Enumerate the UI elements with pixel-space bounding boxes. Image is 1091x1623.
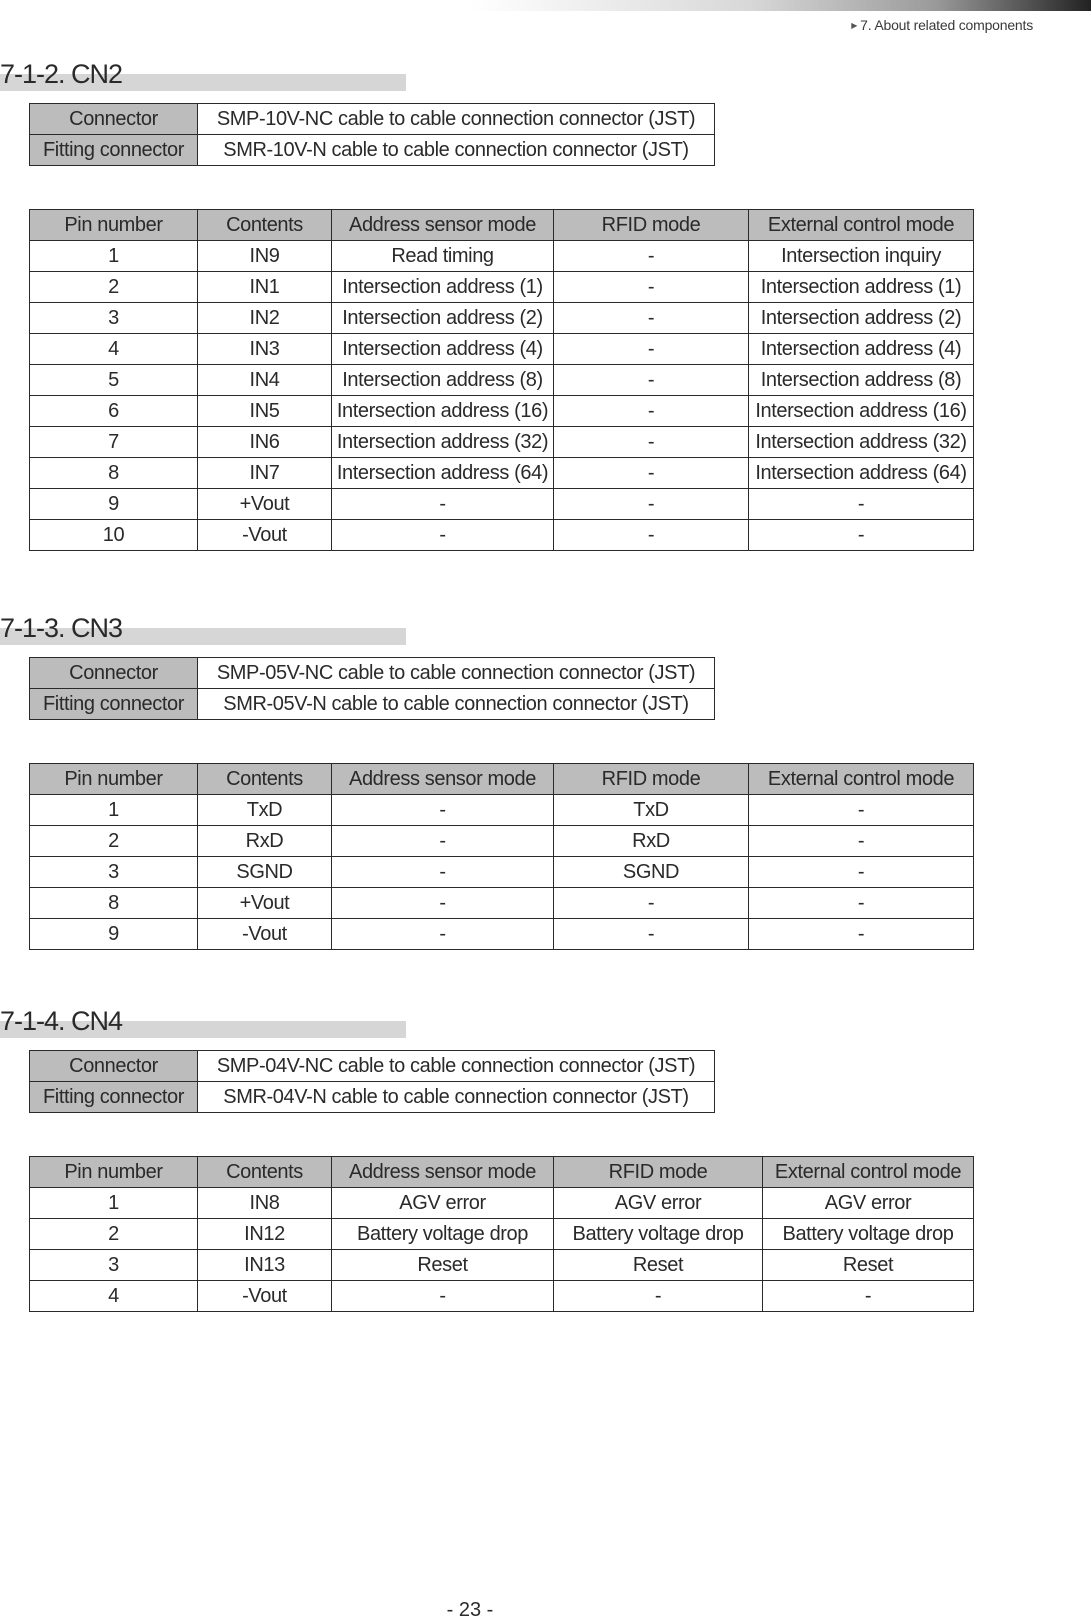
table-row [30,303,974,334]
table-header-row: Pin number Contents Address sensor mode RFID mode External control mode [30,1157,974,1188]
table-row [30,1250,974,1281]
table-row [30,857,974,888]
table-cell: - [554,427,749,458]
table-cell: Intersection address (4) [332,334,554,365]
table-cell: +Vout [198,489,332,520]
table-header-row: Pin number Contents Address sensor mode RFID mode External control mode [30,764,974,795]
page-number: - 23 - [446,1599,494,1621]
table-row [30,520,974,551]
table-cell: -Vout [198,520,332,551]
table-cell: - [554,396,749,427]
table-cell: - [763,1281,974,1312]
table-cell: 4 [30,1281,198,1312]
table-cell: Intersection address (8) [332,365,554,396]
table-row [30,334,974,365]
table-row [30,1188,974,1219]
table-cell: Intersection address (32) [332,427,554,458]
table-row: Connector SMP-04V-NC cable to cable connection connector (JST) [30,1051,715,1082]
table-cell: RxD [198,826,332,857]
table-row [30,365,974,396]
table-cell: Intersection address (2) [332,303,554,334]
table-row [30,427,974,458]
table-cell: - [749,795,974,826]
table-cell: - [554,919,749,950]
table-cell: - [554,458,749,489]
table-cell: 8 [30,888,198,919]
table-row [30,888,974,919]
connector-table-cn3 [29,657,715,720]
table-cell: - [554,888,749,919]
table-cell: - [749,489,974,520]
table-cell: -Vout [198,1281,332,1312]
table-cell: SGND [554,857,749,888]
table-row [30,1281,974,1312]
table-cell: IN8 [198,1188,332,1219]
table-cell: AGV error [554,1188,763,1219]
table-cell: - [332,857,554,888]
table-cell: IN7 [198,458,332,489]
table-cell: IN1 [198,272,332,303]
table-cell: IN4 [198,365,332,396]
table-cell: IN13 [198,1250,332,1281]
table-row: Fitting connector SMR-04V-N cable to cable connection connector (JST) [30,1082,715,1113]
table-cell: - [554,334,749,365]
table-cell: Intersection address (64) [749,458,974,489]
table-cell: 3 [30,1250,198,1281]
table-cell: IN6 [198,427,332,458]
table-cell: - [749,919,974,950]
table-cell: Intersection address (1) [749,272,974,303]
table-cell: Intersection address (16) [332,396,554,427]
table-cell: Intersection address (64) [332,458,554,489]
table-cell: Intersection address (8) [749,365,974,396]
pin-table-cn4 [29,1156,974,1312]
pin-table-cn3 [29,763,974,950]
table-cell: IN2 [198,303,332,334]
table-row [30,396,974,427]
breadcrumb-text: 7. About related components [860,17,1033,33]
table-header-row: Pin number Contents Address sensor mode RFID mode External control mode [30,210,974,241]
table-cell: IN3 [198,334,332,365]
table-cell: - [554,1281,763,1312]
table-cell: - [554,241,749,272]
table-cell: Intersection address (16) [749,396,974,427]
table-cell: 9 [30,489,198,520]
table-cell: 5 [30,365,198,396]
section-title: 7-1-4. CN4 [0,1005,1091,1045]
table-cell: - [332,795,554,826]
table-row [30,1219,974,1250]
table-cell: 8 [30,458,198,489]
table-cell: - [554,303,749,334]
table-cell: IN9 [198,241,332,272]
table-cell: -Vout [198,919,332,950]
connector-table-cn2 [29,103,715,166]
table-cell: - [332,826,554,857]
table-cell: - [332,888,554,919]
table-cell: Intersection address (32) [749,427,974,458]
table-cell: SGND [198,857,332,888]
table-cell: - [332,520,554,551]
breadcrumb [851,17,1033,33]
table-cell: 3 [30,303,198,334]
section-cn2 [0,58,1091,98]
table-cell: - [332,489,554,520]
table-cell: 3 [30,857,198,888]
table-cell: 9 [30,919,198,950]
table-cell: 6 [30,396,198,427]
table-cell: 1 [30,241,198,272]
table-cell: - [332,919,554,950]
pin-table-cn2 [29,209,974,551]
section-title: 7-1-2. CN2 [0,58,1091,98]
table-cell: AGV error [763,1188,974,1219]
table-cell: Reset [763,1250,974,1281]
section-cn3 [0,612,1091,652]
connector-table-cn4 [29,1050,715,1113]
table-row [30,489,974,520]
table-row [30,272,974,303]
table-cell: 4 [30,334,198,365]
table-cell: - [554,489,749,520]
table-cell: +Vout [198,888,332,919]
table-cell: Intersection inquiry [749,241,974,272]
table-cell: Battery voltage drop [554,1219,763,1250]
table-cell: 1 [30,1188,198,1219]
section-title: 7-1-3. CN3 [0,612,1091,652]
header-decor-bar [470,0,1091,11]
table-cell: 1 [30,795,198,826]
table-cell: Reset [332,1250,554,1281]
table-row: Connector SMP-05V-NC cable to cable connection connector (JST) [30,658,715,689]
table-cell: Intersection address (2) [749,303,974,334]
table-cell: RxD [554,826,749,857]
table-cell: AGV error [332,1188,554,1219]
table-cell: TxD [554,795,749,826]
table-cell: IN5 [198,396,332,427]
table-cell: 10 [30,520,198,551]
section-cn4 [0,1005,1091,1045]
table-row: Fitting connector SMR-05V-N cable to cable connection connector (JST) [30,689,715,720]
table-cell: Read timing [332,241,554,272]
table-row: Connector SMP-10V-NC cable to cable connection connector (JST) [30,104,715,135]
triangle-bullet-icon: ▶ [851,21,858,30]
table-cell: 2 [30,826,198,857]
table-cell: Intersection address (1) [332,272,554,303]
table-cell: TxD [198,795,332,826]
table-row: Fitting connector SMR-10V-N cable to cable connection connector (JST) [30,135,715,166]
table-cell: - [749,826,974,857]
table-cell: - [554,520,749,551]
table-cell: IN12 [198,1219,332,1250]
table-cell: - [749,857,974,888]
table-cell: - [554,272,749,303]
table-cell: - [749,888,974,919]
table-row [30,919,974,950]
table-cell: Battery voltage drop [763,1219,974,1250]
table-row [30,458,974,489]
table-cell: - [749,520,974,551]
table-row [30,241,974,272]
table-row [30,826,974,857]
table-cell: Battery voltage drop [332,1219,554,1250]
table-cell: 2 [30,272,198,303]
table-cell: - [554,365,749,396]
table-cell: Intersection address (4) [749,334,974,365]
table-cell: 2 [30,1219,198,1250]
table-row [30,795,974,826]
table-cell: 7 [30,427,198,458]
table-cell: Reset [554,1250,763,1281]
table-cell: - [332,1281,554,1312]
